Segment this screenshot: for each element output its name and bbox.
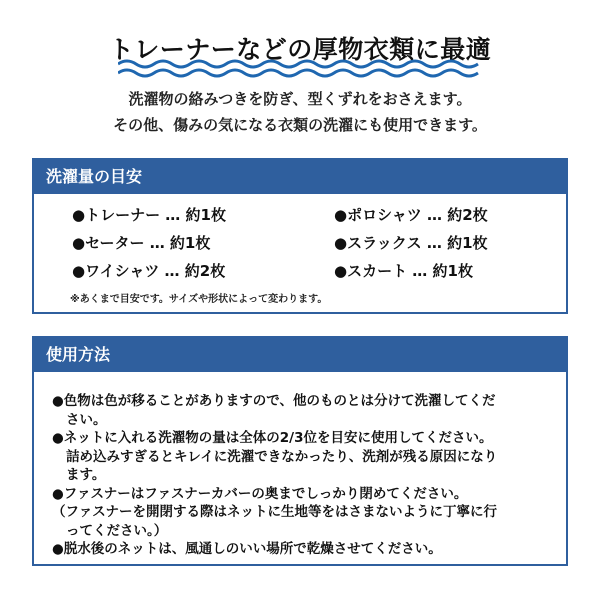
usage-line: （ファスナーを開閉する際はネットに生地等をはさまないように丁寧に行	[52, 504, 497, 520]
list-item: ●ポロシャツ … 約2枚	[334, 206, 488, 224]
list-item: ●トレーナー … 約1枚	[72, 206, 226, 224]
usage-panel	[32, 336, 568, 566]
usage-instructions	[52, 392, 554, 559]
list-item: ●セーター … 約1枚	[72, 234, 211, 252]
lead-text-line-2: その他、傷みの気になる衣類の洗濯にも使用できます。	[113, 116, 487, 134]
list-item: ●ワイシャツ … 約2枚	[72, 262, 226, 280]
wave-divider-icon	[118, 58, 482, 80]
page-title: トレーナーなどの厚物衣類に最適	[108, 35, 492, 64]
list-item: ●スカート … 約1枚	[334, 262, 473, 280]
usage-heading: 使用方法	[34, 338, 566, 372]
washing-amount-panel	[32, 158, 568, 314]
usage-line: ます。	[66, 467, 106, 483]
usage-line: ●脱水後のネットは、風通しのいい場所で乾燥させてください。	[52, 541, 442, 557]
washing-amount-note: ※あくまで目安です。サイズや形状によって変わります。	[70, 294, 328, 305]
list-item: ●スラックス … 約1枚	[334, 234, 488, 252]
washing-amount-heading: 洗濯量の目安	[34, 160, 566, 194]
usage-line: ●色物は色が移ることがありますので、他のものとは分けて洗濯してくだ	[52, 393, 496, 409]
lead-text-line-1: 洗濯物の絡みつきを防ぎ、型くずれをおさえます。	[128, 90, 472, 108]
usage-line: ●ネットに入れる洗濯物の量は全体の2/3位を目安に使用してください。	[52, 430, 493, 446]
usage-line: さい。	[66, 411, 107, 428]
usage-line: ってください。）	[66, 522, 168, 539]
usage-line: ●ファスナーはファスナーカバーの奥までしっかり閉めてください。	[52, 485, 468, 502]
usage-line: 詰め込みすぎるとキレイに洗濯できなかったり、洗剤が残る原因になり	[66, 448, 498, 465]
